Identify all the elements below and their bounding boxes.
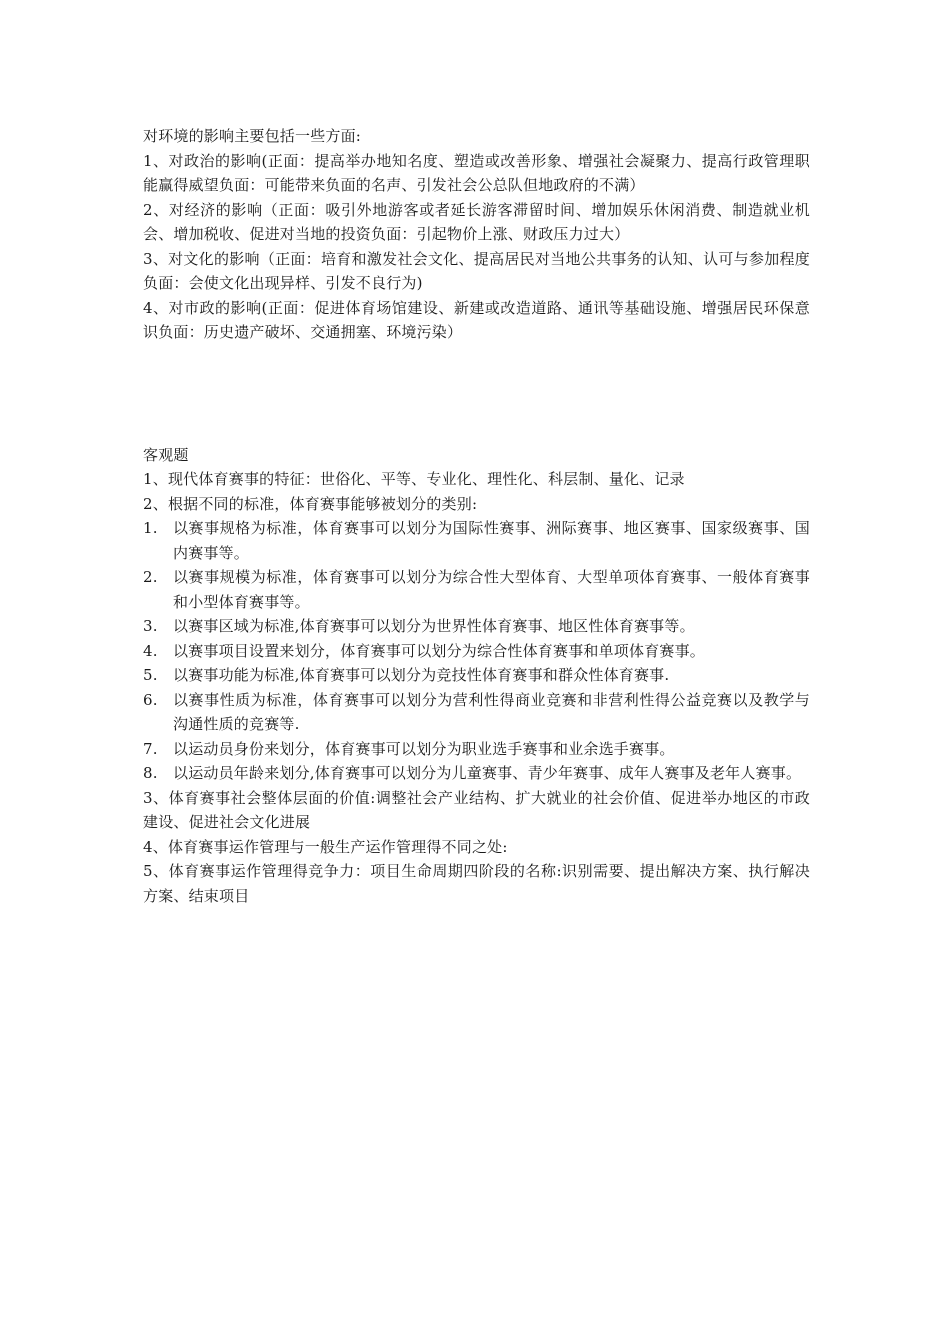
section2-line-3: 3、体育赛事社会整体层面的价值:调整社会产业结构、扩大就业的社会价值、促进举办地区的市政建设、促进社会文化进展: [143, 788, 810, 831]
list-text: 以赛事规格为标准，体育赛事可以划分为国际性赛事、洲际赛事、地区赛事、国家级赛事、国内赛事等。: [173, 519, 810, 562]
list-number: 5.: [143, 666, 158, 684]
category-list-item: [143, 737, 810, 762]
section2-line-5: 5、体育赛事运作管理得竞争力：项目生命周期四阶段的名称:识别需要、提出解决方案、执行解决方案、结束项目: [143, 862, 810, 905]
section2-line-1: 1、现代体育赛事的特征：世俗化、平等、专业化、理性化、科层制、量化、记录: [143, 470, 685, 488]
section1-item-3: 3、对文化的影响（正面：培育和激发社会文化、提高居民对当地公共事务的认知、认可与参加程度负面：会使文化出现异样、引发不良行为): [143, 249, 810, 292]
list-number: 6.: [143, 690, 158, 709]
category-list-item: [143, 614, 810, 639]
list-text: 以赛事功能为标准,体育赛事可以划分为竞技性体育赛事和群众性体育赛事.: [173, 666, 670, 684]
list-text: 以运动员身份来划分，体育赛事可以划分为职业选手赛事和业余选手赛事。: [173, 739, 675, 758]
category-list-item: [143, 565, 810, 614]
list-number: 8.: [143, 764, 158, 782]
section2-line-2: 2、根据不同的标准，体育赛事能够被划分的类别:: [143, 494, 478, 513]
category-list-item: [143, 663, 810, 688]
list-text: 以赛事规模为标准，体育赛事可以划分为综合性大型体育、大型单项体育赛事、一般体育赛事和小型体育赛事等。: [173, 568, 810, 611]
section1-intro: 对环境的影响主要包括一些方面:: [143, 127, 362, 145]
list-text: 以赛事项目设置来划分，体育赛事可以划分为综合性体育赛事和单项体育赛事。: [173, 641, 706, 660]
section-spacer: [143, 345, 810, 443]
section1-item-1: 1、对政治的影响(正面：提高举办地知名度、塑造或改善形象、增强社会凝聚力、提高行政管理职能赢得威望负面：可能带来负面的名声、引发社会公总队但地政府的不满）: [143, 151, 810, 194]
list-number: 7.: [143, 739, 158, 758]
category-list-item: [143, 688, 810, 737]
list-number: 3.: [143, 617, 158, 635]
list-text: 以运动员年龄来划分,体育赛事可以划分为儿童赛事、青少年赛事、成年人赛事及老年人赛事。: [173, 764, 802, 782]
category-list: [143, 516, 810, 786]
category-list-item: [143, 761, 810, 786]
category-list-item: [143, 639, 810, 664]
list-number: 4.: [143, 641, 158, 660]
list-text: 以赛事区域为标准,体育赛事可以划分为世界性体育赛事、地区性体育赛事等。: [173, 617, 695, 635]
list-number: 2.: [143, 568, 158, 586]
list-number: 1.: [143, 519, 158, 537]
category-list-item: [143, 516, 810, 565]
document-page: [143, 124, 810, 908]
section2-line-4: 4、体育赛事运作管理与一般生产运作管理得不同之处:: [143, 837, 508, 856]
section1-item-4: 4、对市政的影响(正面：促进体育场馆建设、新建或改造道路、通讯等基础设施、增强居民环保意识负面：历史遗产破坏、交通拥塞、环境污染）: [143, 298, 810, 341]
list-text: 以赛事性质为标准，体育赛事可以划分为营利性得商业竞赛和非营利性得公益竞赛以及教学与沟通性质的竞赛等.: [173, 690, 810, 733]
section2-heading: 客观题: [143, 445, 189, 464]
section1-item-2: 2、对经济的影响（正面：吸引外地游客或者延长游客滞留时间、增加娱乐休闲消费、制造就业机会、增加税收、促进对当地的投资负面：引起物价上涨、财政压力过大）: [143, 200, 810, 243]
